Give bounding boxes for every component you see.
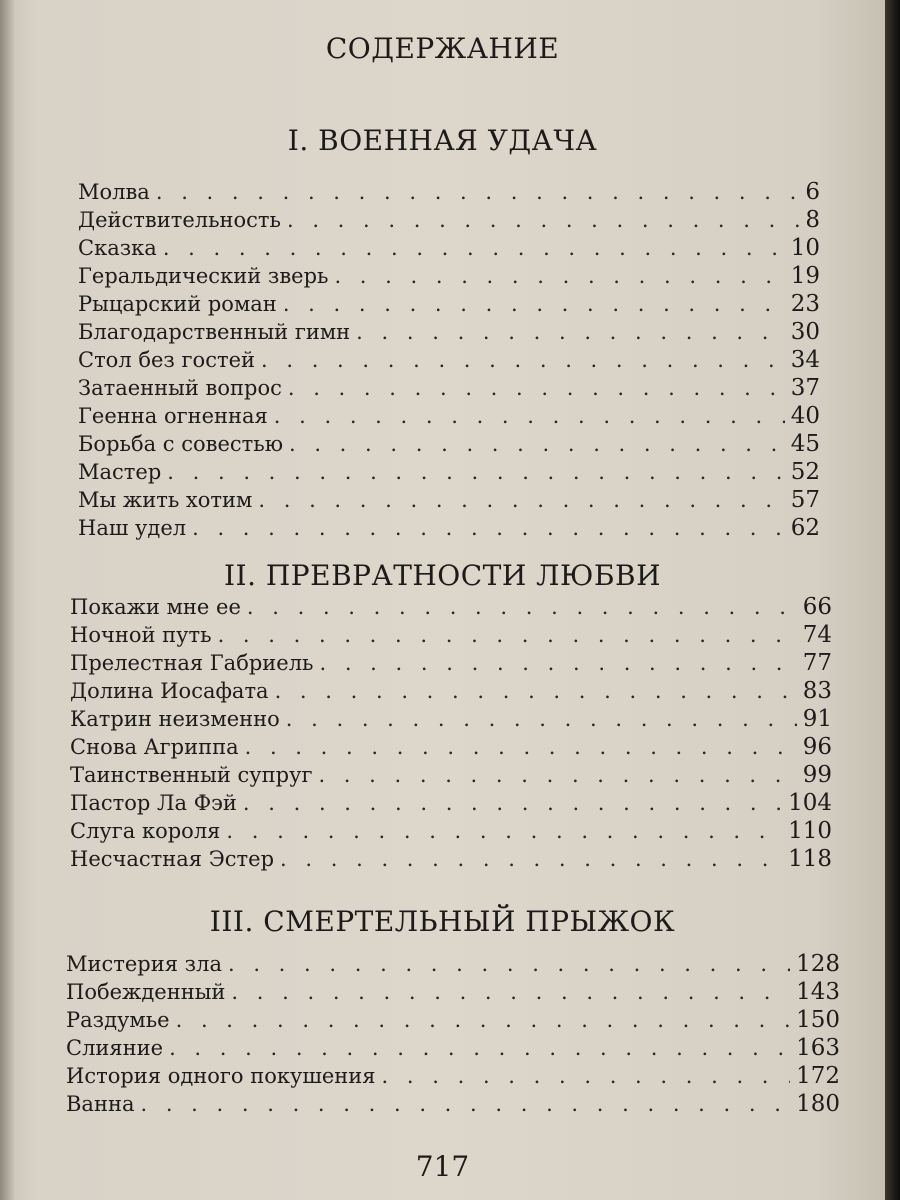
- toc-entry-title: Действительность: [78, 208, 281, 232]
- toc-entry-page: 110: [788, 818, 832, 844]
- toc-entry-title: Наш удел: [78, 516, 187, 540]
- dot-leader: [261, 346, 785, 374]
- dot-leader: [275, 677, 797, 705]
- dot-leader: [140, 1090, 790, 1118]
- toc-entry-page: 52: [790, 459, 820, 485]
- dot-leader: [356, 318, 785, 346]
- toc-entry-title: Катрин неизменно: [70, 707, 280, 731]
- toc-entry: [70, 677, 832, 705]
- page-number: 717: [415, 1150, 470, 1183]
- toc-entry-page: 30: [790, 319, 820, 345]
- dot-leader: [258, 486, 784, 514]
- dot-leader: [382, 1062, 791, 1090]
- toc-entry: [78, 402, 820, 430]
- dot-leader: [156, 178, 800, 206]
- toc-entry-title: Молва: [78, 180, 150, 204]
- toc-entry: [78, 290, 820, 318]
- toc-section-3: [66, 950, 840, 1118]
- toc-entry-page: 57: [790, 487, 820, 513]
- dot-leader: [176, 1006, 791, 1034]
- toc-entry-page: 150: [796, 1007, 840, 1033]
- dot-leader: [226, 817, 782, 845]
- toc-entry-title: Слияние: [66, 1036, 164, 1060]
- toc-entry-page: 66: [802, 594, 832, 620]
- dot-leader: [286, 705, 797, 733]
- toc-entry-title: Ванна: [66, 1092, 135, 1116]
- dot-leader: [243, 789, 782, 817]
- toc-entry-title: Затаенный вопрос: [78, 376, 282, 400]
- toc-entry-page: 8: [805, 207, 820, 233]
- toc-entry-title: Пастор Ла Фэй: [70, 791, 237, 815]
- toc-entry: [66, 1090, 840, 1118]
- dot-leader: [247, 593, 797, 621]
- toc-entry-title: Мистерия зла: [66, 952, 222, 976]
- toc-entry: [78, 178, 820, 206]
- dot-leader: [169, 1034, 790, 1062]
- toc-entry-page: 34: [790, 347, 820, 373]
- toc-entry-title: Покажи мне ее: [70, 595, 241, 619]
- toc-entry: [66, 1062, 840, 1090]
- dot-leader: [289, 430, 785, 458]
- toc-entry-page: 45: [790, 431, 820, 457]
- toc-entry-title: Ночной путь: [70, 623, 212, 647]
- toc-entry: [78, 262, 820, 290]
- toc-entry: [78, 486, 820, 514]
- dot-leader: [228, 950, 790, 978]
- toc-entry-title: Раздумье: [66, 1008, 170, 1032]
- toc-entry-title: Таинственный супруг: [70, 763, 313, 787]
- toc-entry-title: Прелестная Габриель: [70, 651, 314, 675]
- toc-entry: [70, 705, 832, 733]
- toc-entry-title: История одного покушения: [66, 1064, 376, 1088]
- dot-leader: [287, 206, 799, 234]
- dot-leader: [318, 761, 796, 789]
- toc-entry-title: Стол без гостей: [78, 348, 255, 372]
- toc-entry: [70, 733, 832, 761]
- dot-leader: [167, 458, 784, 486]
- toc-entry-page: 91: [802, 706, 832, 732]
- toc-entry-title: Благодарственный гимн: [78, 320, 351, 344]
- toc-entry-page: 6: [805, 179, 820, 205]
- toc-entry: [70, 817, 832, 845]
- toc-entry-title: Мастер: [78, 460, 162, 484]
- toc-section-1: [78, 178, 820, 542]
- dot-leader: [163, 234, 785, 262]
- toc-entry-page: 143: [796, 979, 840, 1005]
- dot-leader: [283, 290, 785, 318]
- toc-entry-page: 118: [788, 846, 832, 872]
- toc-entry: [70, 593, 832, 621]
- page-title: СОДЕРЖАНИЕ: [325, 32, 560, 65]
- toc-entry-page: 62: [790, 515, 820, 541]
- toc-entry-title: Несчастная Эстер: [70, 847, 275, 871]
- toc-entry-title: Долина Иосафата: [70, 679, 269, 703]
- toc-entry: [70, 845, 832, 873]
- toc-entry: [78, 346, 820, 374]
- section-heading-3: III. СМЕРТЕЛЬНЫЙ ПРЫЖОК: [209, 905, 676, 938]
- toc-entry: [78, 234, 820, 262]
- toc-entry-page: 10: [790, 235, 820, 261]
- dot-leader: [334, 262, 784, 290]
- toc-entry: [78, 374, 820, 402]
- dot-leader: [192, 514, 785, 542]
- toc-entry-page: 163: [796, 1035, 840, 1061]
- toc-entry-page: 40: [790, 403, 820, 429]
- toc-entry-page: 99: [802, 762, 832, 788]
- dot-leader: [288, 374, 785, 402]
- toc-entry-title: Рыцарский роман: [78, 292, 277, 316]
- dot-leader: [319, 649, 796, 677]
- toc-entry-title: Снова Агриппа: [70, 735, 239, 759]
- dot-leader: [280, 845, 782, 873]
- dot-leader: [218, 621, 797, 649]
- toc-entry-page: 23: [790, 291, 820, 317]
- toc-entry-title: Геенна огненная: [78, 404, 268, 428]
- section-heading-2: II. ПРЕВРАТНОСТИ ЛЮБВИ: [223, 559, 662, 592]
- page-edge: [885, 0, 900, 1200]
- toc-entry-title: Мы жить хотим: [78, 488, 253, 512]
- toc-entry: [78, 206, 820, 234]
- toc-entry-page: 19: [790, 263, 820, 289]
- toc-entry-page: 104: [788, 790, 832, 816]
- section-heading-1: I. ВОЕННАЯ УДАЧА: [287, 124, 598, 157]
- toc-entry: [70, 649, 832, 677]
- toc-section-2: [70, 593, 832, 873]
- toc-entry: [78, 318, 820, 346]
- dot-leader: [274, 402, 785, 430]
- dot-leader: [231, 978, 790, 1006]
- toc-entry-title: Побежденный: [66, 980, 226, 1004]
- toc-entry: [66, 950, 840, 978]
- toc-entry: [66, 1006, 840, 1034]
- toc-entry: [78, 430, 820, 458]
- toc-entry: [66, 978, 840, 1006]
- toc-entry-title: Борьба с совестью: [78, 432, 283, 456]
- toc-entry-page: 83: [802, 678, 832, 704]
- toc-entry-page: 128: [796, 951, 840, 977]
- toc-entry-page: 180: [796, 1091, 840, 1117]
- dot-leader: [245, 733, 797, 761]
- toc-entry-page: 77: [802, 650, 832, 676]
- toc-entry: [70, 761, 832, 789]
- toc-entry-page: 37: [790, 375, 820, 401]
- toc-entry-title: Слуга короля: [70, 819, 221, 843]
- toc-entry: [66, 1034, 840, 1062]
- toc-entry-title: Сказка: [78, 236, 157, 260]
- toc-entry: [78, 514, 820, 542]
- toc-entry-page: 96: [802, 734, 832, 760]
- toc-entry: [70, 789, 832, 817]
- toc-entry-page: 74: [802, 622, 832, 648]
- toc-entry: [70, 621, 832, 649]
- toc-entry-page: 172: [796, 1063, 840, 1089]
- toc-entry-title: Геральдический зверь: [78, 264, 329, 288]
- toc-entry: [78, 458, 820, 486]
